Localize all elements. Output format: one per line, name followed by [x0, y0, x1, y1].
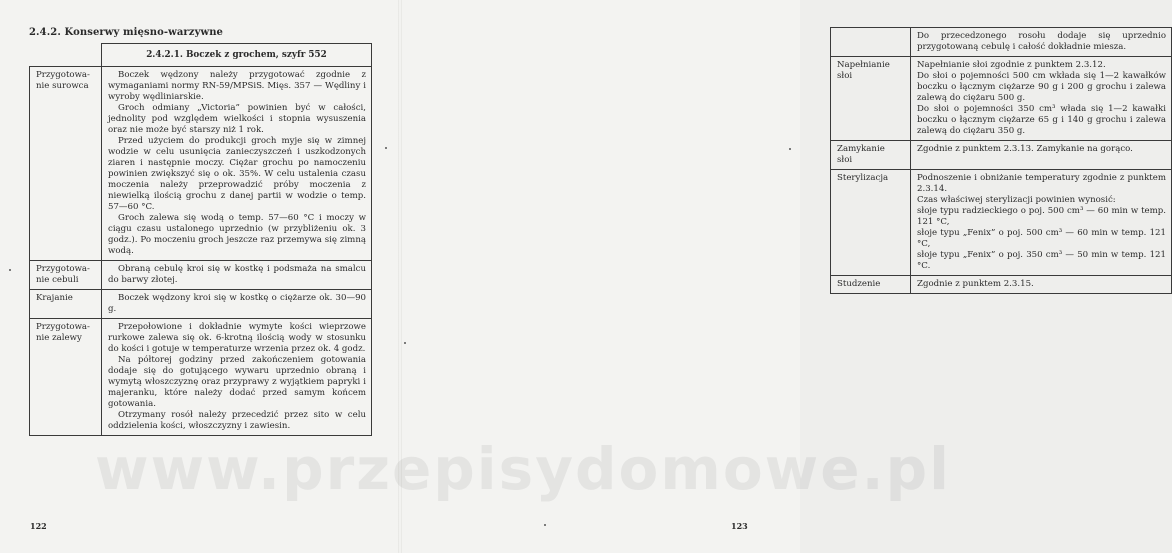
row-content: [911, 170, 1172, 276]
paragraph: Do słoi o pojemności 350 cm³ włada się 1—2 kawałki boczku o łącznym ciężarze 65 g i 140 g grochu i zalewa zalewą do ciężaru 350 g.: [917, 104, 1166, 136]
paragraph: Napełnianie słoi zgodnie z punktem 2.3.12.: [917, 60, 1106, 70]
scan-speck: [385, 147, 387, 149]
table-row: [831, 141, 1172, 170]
scan-speck: [544, 524, 546, 526]
right-recipe-table: [830, 27, 1172, 294]
paragraph: Przepołowione i dokładnie wymyte kości wieprzowe rurkowe zalewa się ok. 6-krotną ilością wody w stosunku do kości i gotuje w temperaturze wrzenia przez ok. 4 godz.: [108, 322, 366, 354]
row-label: Studzenie: [831, 276, 911, 294]
row-content: [911, 28, 1172, 57]
table-row: [30, 319, 372, 436]
scan-speck: [9, 269, 11, 271]
row-label: Przygotowa- nie cebuli: [30, 261, 102, 290]
row-label: [831, 28, 911, 57]
row-label: Napełnianie słoi: [831, 57, 911, 141]
paragraph: Czas właściwej sterylizacji powinien wynosić:: [917, 195, 1116, 205]
section-title: 2.4.2. Konserwy mięsno-warzywne: [29, 27, 224, 38]
row-content: [911, 276, 1172, 294]
paragraph: Boczek wędzony kroi się w kostkę o ciężarze ok. 30—90 g.: [108, 293, 366, 314]
header-spacer: [30, 44, 102, 67]
page-number-right: 123: [731, 521, 748, 531]
row-content: [911, 57, 1172, 141]
row-content: [911, 141, 1172, 170]
paragraph: Groch zalewa się wodą o temp. 57—60 °C i moczy w ciągu czasu ustalonego uprzednio (w przybliżeniu ok. 3 godz.). Po moczeniu groch jeszcze raz przemywa się zimną wodą.: [108, 213, 366, 256]
row-content: [102, 290, 372, 319]
table-header-row: [30, 44, 372, 67]
row-label: Przygotowa- nie zalewy: [30, 319, 102, 436]
paragraph: Przed użyciem do produkcji groch myje się w zimnej wodzie w celu usunięcia zanieczyszczeń i uszkodzonych ziaren i następnie moczy. Ciężar grochu po namoczeniu powinien zwiększyć się o ok. 35%. W celu ustalenia czasu moczenia należy przeprowadzić próby moczenia z niewielką ilością grochu z danej partii w wodzie o temp. 57—60 °C.: [108, 136, 366, 212]
paragraph: Boczek wędzony należy przygotować zgodnie z wymaganiami normy RN-59/MPSiS. Mięs. 357 — Wędliny i wyroby wędliniarskie.: [108, 70, 366, 102]
row-label: Krajanie: [30, 290, 102, 319]
paragraph: słoje typu radzieckiego o poj. 500 cm³ — 60 min w temp. 121 °C,: [917, 206, 1166, 227]
table-row: [30, 290, 372, 319]
paragraph: Zgodnie z punktem 2.3.15.: [917, 279, 1034, 289]
left-recipe-table: [29, 43, 372, 436]
paragraph: Na półtorej godziny przed zakończeniem gotowania dodaje się do gotującego wywaru uprzednio obraną i wymytą włoszczyznę oraz przyprawy z wyjątkiem papryki i majeranku, które należy dodać przed samym końcem gotowania.: [108, 355, 366, 409]
row-content: [102, 67, 372, 261]
scan-speck: [404, 342, 406, 344]
table-row: [831, 170, 1172, 276]
table-row: [30, 261, 372, 290]
paragraph: Podnoszenie i obniżanie temperatury zgodnie z punktem 2.3.14.: [917, 173, 1166, 194]
watermark: www.przepisydomowe.pl: [95, 435, 952, 503]
row-label: Przygotowa- nie surowca: [30, 67, 102, 261]
recipe-title: 2.4.2.1. Boczek z grochem, szyfr 552: [102, 44, 372, 67]
paragraph: słoje typu „Fenix” o poj. 500 cm³ — 60 min w temp. 121 °C,: [917, 228, 1166, 249]
paragraph: słoje typu „Fenix” o poj. 350 cm³ — 50 min w temp. 121 °C.: [917, 250, 1166, 271]
row-label: Sterylizacja: [831, 170, 911, 276]
paragraph: Zgodnie z punktem 2.3.13. Zamykanie na gorąco.: [917, 144, 1133, 154]
table-row: [831, 276, 1172, 294]
row-content: [102, 261, 372, 290]
paragraph: Do słoi o pojemności 500 cm wkłada się 1—2 kawałków boczku o łącznym ciężarze 90 g i 200 g grochu i zalewa zalewą do ciężaru 500 g.: [917, 71, 1166, 103]
table-row: [831, 28, 1172, 57]
paragraph: Obraną cebulę kroi się w kostkę i podsmaża na smalcu do barwy złotej.: [108, 264, 366, 285]
row-content: [102, 319, 372, 436]
paragraph: Groch odmiany „Victoria” powinien być w całości, jednolity pod względem wielkości i stopnia wysuszenia oraz nie może być starszy niż 1 rok.: [108, 103, 366, 135]
paragraph: Otrzymany rosół należy przecedzić przez sito w celu oddzielenia kości, włoszczyzny i zawiesin.: [108, 410, 366, 431]
paragraph: Do przecedzonego rosołu dodaje się uprzednio przygotowaną cebulę i całość dokładnie miesza.: [917, 31, 1166, 52]
table-row: [30, 67, 372, 261]
row-label: Zamykanie słoi: [831, 141, 911, 170]
scan-speck: [789, 148, 791, 150]
table-row: [831, 57, 1172, 141]
page-number-left: 122: [30, 521, 47, 531]
